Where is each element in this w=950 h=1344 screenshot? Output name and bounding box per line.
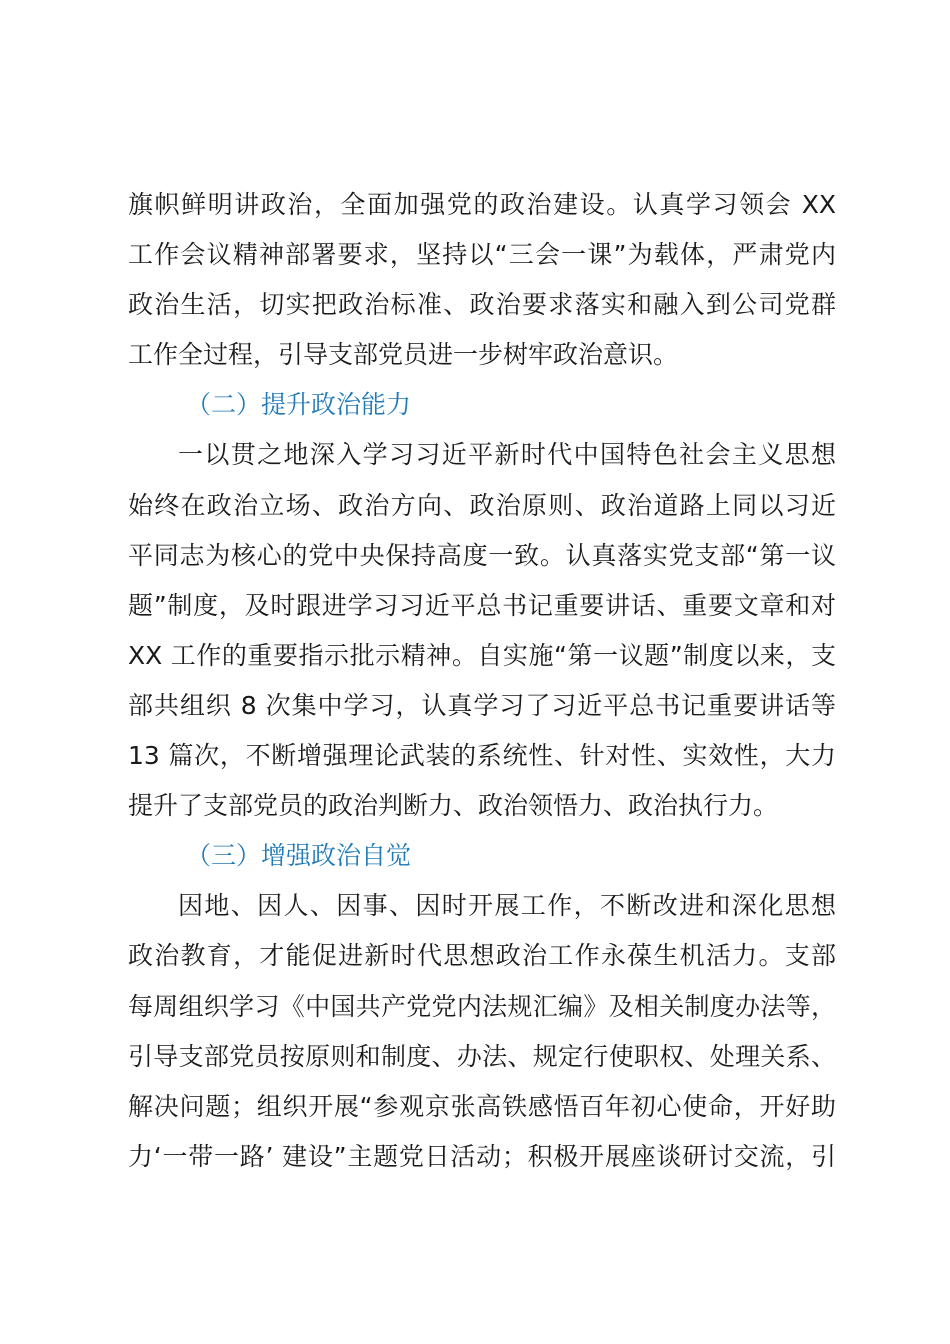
text-line: 部共组织 8 次集中学习，认真学习了习近平总书记重要讲话等 bbox=[128, 690, 836, 720]
section-heading-political-ability: （二）提升政治能力 bbox=[186, 390, 412, 420]
text-line: 解决问题；组织开展“参观京张高铁感悟百年初心使命，开好助 bbox=[128, 1091, 836, 1121]
text-line: 力‘一带一路’ 建设”主题党日活动；积极开展座谈研讨交流，引 bbox=[128, 1141, 836, 1171]
text-line: 13 篇次，不断增强理论武装的系统性、针对性、实效性，大力 bbox=[128, 741, 836, 771]
text-line: 每周组织学习《中国共产党党内法规汇编》及相关制度办法等， bbox=[128, 991, 836, 1021]
paragraph-political-consciousness bbox=[128, 881, 836, 1182]
text-line: 工作全过程，引导支部党员进一步树牢政治意识。 bbox=[128, 340, 679, 370]
paragraph-political-ability bbox=[128, 430, 836, 831]
document-body bbox=[128, 180, 836, 1182]
text-line: 始终在政治立场、政治方向、政治原则、政治道路上同以习近 bbox=[128, 490, 836, 520]
text-line: 一以贯之地深入学习习近平新时代中国特色社会主义思想 bbox=[178, 440, 836, 470]
text-line: 平同志为核心的党中央保持高度一致。认真落实党支部“第一议 bbox=[128, 540, 836, 570]
text-line: 政治生活，切实把政治标准、政治要求落实和融入到公司党群 bbox=[128, 290, 836, 320]
text-line: 政治教育，才能促进新时代思想政治工作永葆生机活力。支部 bbox=[128, 941, 836, 971]
text-line: 旗帜鲜明讲政治，全面加强党的政治建设。认真学习领会 XX bbox=[128, 190, 836, 219]
text-line: 引导支部党员按原则和制度、办法、规定行使职权、处理关系、 bbox=[128, 1041, 836, 1071]
text-line: 题”制度，及时跟进学习习近平总书记重要讲话、重要文章和对 bbox=[128, 590, 836, 620]
section-heading-political-consciousness: （三）增强政治自觉 bbox=[186, 841, 412, 871]
text-line: 因地、因人、因事、因时开展工作，不断改进和深化思想 bbox=[178, 891, 836, 921]
text-line: XX 工作的重要指示批示精神。自实施“第一议题”制度以来，支 bbox=[128, 640, 836, 670]
paragraph-political-building bbox=[128, 180, 836, 380]
text-line: 工作会议精神部署要求，坚持以“三会一课”为载体，严肃党内 bbox=[128, 240, 836, 270]
text-line: 提升了支部党员的政治判断力、政治领悟力、政治执行力。 bbox=[128, 791, 779, 821]
